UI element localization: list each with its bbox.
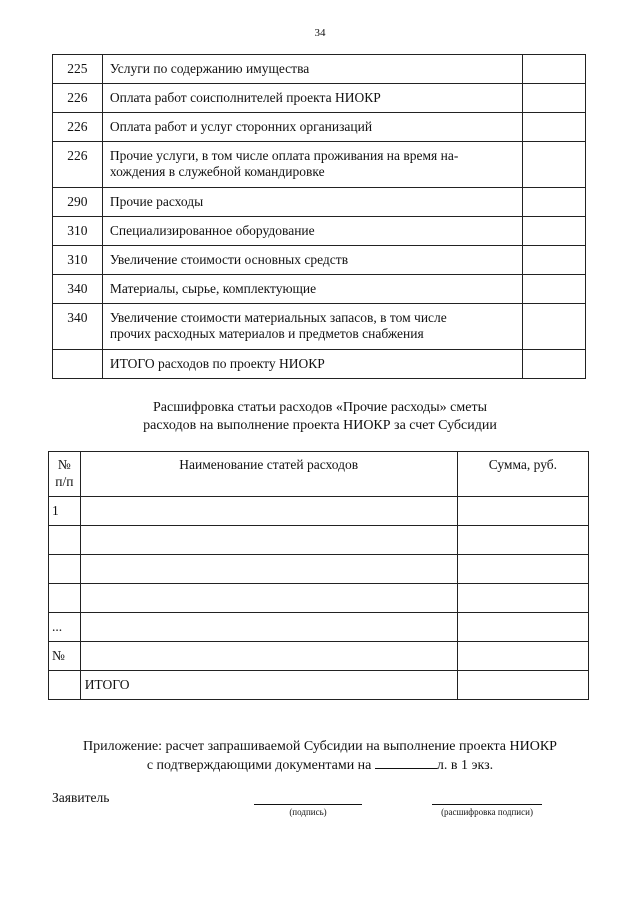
signature-decode-caption: (расшифровка подписи) (441, 807, 533, 817)
row-name: Оплата работ соисполнителей проекта НИОКР (102, 84, 522, 113)
row-amount (523, 113, 586, 142)
header-name: Наименование статей расходов (80, 452, 457, 497)
row-amount (523, 188, 586, 217)
page-number: 34 (314, 27, 326, 39)
row-name-line1: Увеличение стоимости материальных запасов, в том числе (109, 310, 447, 325)
row-name-line2: хождения в служебной командировке (109, 164, 325, 179)
row-name-line2: прочих расходных материалов и предметов снабжения (109, 326, 424, 341)
header-row (49, 452, 589, 497)
row-code: 226 (53, 142, 103, 188)
row-amount (523, 246, 586, 275)
signature-decode-line (432, 804, 542, 805)
table-row (53, 113, 586, 142)
row-code: 290 (53, 188, 103, 217)
table-row (53, 246, 586, 275)
row-name: Услуги по содержанию имущества (102, 55, 522, 84)
header-num-line2: п/п (55, 474, 74, 489)
row-sum (457, 642, 588, 671)
row-code: 310 (53, 246, 103, 275)
table-row (53, 142, 586, 188)
row-num: ... (49, 613, 81, 642)
total-row (53, 350, 586, 379)
breakdown-table (48, 451, 589, 700)
row-name: Оплата работ и услуг сторонних организаций (102, 113, 522, 142)
header-num-line1: № (57, 457, 71, 472)
row-name: Прочие расходы (102, 188, 522, 217)
breakdown-title-line1: Расшифровка статьи расходов «Прочие расходы» сметы (152, 400, 487, 415)
row-sum (457, 584, 588, 613)
row-num: 1 (49, 497, 81, 526)
table-row (49, 642, 589, 671)
row-name: Увеличение стоимости основных средств (102, 246, 522, 275)
row-code: 340 (53, 304, 103, 350)
row-name (80, 584, 457, 613)
pages-count-blank (375, 756, 437, 769)
row-amount (523, 142, 586, 188)
row-name (80, 555, 457, 584)
row-code: 340 (53, 275, 103, 304)
header-sum: Сумма, руб. (457, 452, 588, 497)
row-name: Материалы, сырье, комплектующие (102, 275, 522, 304)
budget-table (52, 54, 586, 379)
breakdown-title-line2: расходов на выполнение проекта НИОКР за счет Субсидии (143, 418, 497, 433)
row-amount (523, 275, 586, 304)
header-num (49, 452, 81, 497)
row-name (102, 304, 522, 350)
appendix-line2 (0, 756, 640, 775)
row-total-label: ИТОГО (80, 671, 457, 700)
row-sum (457, 671, 588, 700)
table-row (49, 613, 589, 642)
row-name (80, 526, 457, 555)
row-num (49, 526, 81, 555)
row-name (80, 613, 457, 642)
row-code (53, 350, 103, 379)
signature-caption: (подпись) (289, 807, 327, 817)
appendix-line2-prefix: с подтверждающими документами на (146, 758, 372, 773)
row-num (49, 671, 81, 700)
row-name: Специализированное оборудование (102, 217, 522, 246)
table-row (53, 55, 586, 84)
row-num (49, 555, 81, 584)
table-row (53, 84, 586, 113)
table-row (49, 555, 589, 584)
row-sum (457, 497, 588, 526)
row-code: 226 (53, 113, 103, 142)
row-sum (457, 526, 588, 555)
row-amount (523, 304, 586, 350)
row-code: 310 (53, 217, 103, 246)
applicant-label: Заявитель (52, 790, 110, 805)
row-amount (523, 350, 586, 379)
signature-line (254, 804, 362, 805)
row-code: 225 (53, 55, 103, 84)
row-sum (457, 555, 588, 584)
row-name (80, 642, 457, 671)
breakdown-title (0, 399, 640, 435)
row-amount (523, 84, 586, 113)
table-row (49, 497, 589, 526)
row-name: ИТОГО расходов по проекту НИОКР (102, 350, 522, 379)
appendix-line2-suffix: л. в 1 экз. (436, 758, 494, 773)
total-row (49, 671, 589, 700)
row-sum (457, 613, 588, 642)
row-name-line1: Прочие услуги, в том числе оплата проживания на время на- (109, 148, 459, 163)
row-num: № (49, 642, 81, 671)
table-row (49, 526, 589, 555)
row-amount (523, 55, 586, 84)
row-code: 226 (53, 84, 103, 113)
table-row (49, 584, 589, 613)
table-row (53, 275, 586, 304)
table-row (53, 304, 586, 350)
row-num (49, 584, 81, 613)
table-row (53, 188, 586, 217)
row-name (80, 497, 457, 526)
row-amount (523, 217, 586, 246)
table-row (53, 217, 586, 246)
row-name (102, 142, 522, 188)
appendix-line1: Приложение: расчет запрашиваемой Субсидии на выполнение проекта НИОКР (83, 739, 557, 754)
appendix-note (0, 738, 640, 775)
